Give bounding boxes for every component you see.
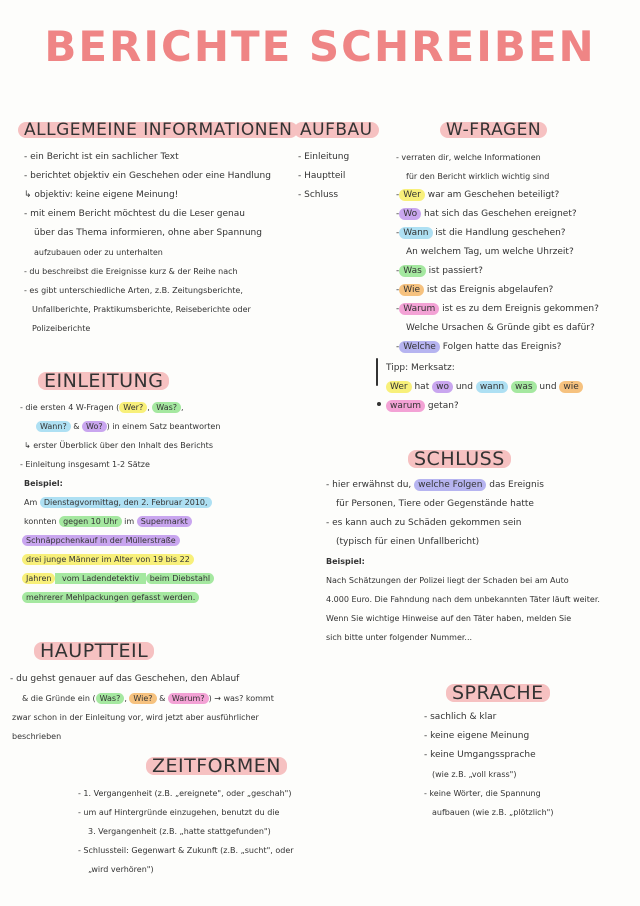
heading-wfragen: W-FRAGEN <box>446 120 541 140</box>
heading-einleitung: EINLEITUNG <box>44 370 163 392</box>
heading-schluss: SCHLUSS <box>414 448 505 470</box>
tipp-bar <box>376 358 378 386</box>
zeitformen-text: - 1. Vergangenheit (z.B. „ereignete", oder „geschah") - um auf Hintergründe einzugehen, benutzt du die 3. Vergangenheit (z.B. „hatte stattgefunden") - Schlussteil: Gegenwart & Zukunft (z.B. „sucht", oder „wird verhören") <box>78 789 294 874</box>
allgemein-text: - ein Bericht ist ein sachlicher Text - berichtet objektiv ein Geschehen oder eine Handlung ↳ objektiv: keine eigene Meinung! - mit einem Bericht möchtest du die Leser genau über das Thema informieren, ohne aber Spannung aufzubauen oder zu unterhalten - du beschreibst die Ereignisse kurz & der Reihe nach - es gibt unterschiedliche Arten, z.B. Zeitungsberichte, Unfallberichte, Praktikumsberichte, Reiseberichte oder Polizeiberichte <box>24 152 271 333</box>
heading-zeitformen: ZEITFORMEN <box>152 755 281 777</box>
hauptteil-text: - du gehst genauer auf das Geschehen, den Ablauf & die Gründe ein ( Was? , Wie? & Warum? ) → was? kommt zwar schon in der Einleitung vor, wird jetzt aber ausführlicher beschrieben <box>10 674 274 741</box>
heading-allgemein: ALLGEMEINE INFORMATIONEN <box>24 120 292 140</box>
tipp-merksatz: Tipp: Merksatz: Wer hat wo und wann was und wie warum getan? <box>386 358 583 415</box>
heading-sprache: SPRACHE <box>452 682 544 704</box>
schluss-text: - hier erwähnst du, welche Folgen das Ereignis für Personen, Tiere oder Gegenstände hatte - es kann auch zu Schäden gekommen sein (typisch für einen Unfallbericht) Beispiel: Nach Schätzungen der Polizei liegt der Schaden bei am Auto 4.000 Euro. Die Fahndung nach dem unbekannten Täter läuft weiter. Wenn Sie wichtige Hinweise auf den Täter haben, melden Sie sich bitte unter folgender Nummer... <box>326 480 600 642</box>
page-title: BERICHTE SCHREIBEN <box>44 22 596 71</box>
sprache-list: - sachlich & klar - keine eigene Meinung - keine Umgangssprache (wie z.B. „voll krass") - keine Wörter, die Spannung aufbauen (wie z.B. „plötzlich") <box>424 712 554 817</box>
tipp-bullet <box>377 402 381 406</box>
einleitung-text: - die ersten 4 W-Fragen ( Wer? , Was? , Wann? & Wo? ) in einem Satz beantworten ↳ erster Überblick über den Inhalt des Berichts - Einleitung insgesamt 1-2 Sätze Beispiel: Am Dienstagvormittag, den 2. Februar 2010, konnten gegen 10 Uhr im Supermarkt Schnäppchenkauf in der Müllerstraße drei junge Männer im Alter von 19 bis 22 Jahren vom Ladendetektiv beim Diebstahl mehrerer Mehlpackungen gefasst werden. <box>20 403 221 602</box>
aufbau-list: - Einleitung - Hauptteil - Schluss <box>298 152 350 200</box>
heading-aufbau: AUFBAU <box>300 120 373 140</box>
heading-hauptteil: HAUPTTEIL <box>40 640 148 662</box>
wfragen-list: - verraten dir, welche Informationen für den Bericht wirklich wichtig sind - Wer war am Geschehen beteiligt? - Wo hat sich das Geschehen ereignet? - Wann ist die Handlung geschehen? An welchem Tag, um welche Uhrzeit? - Was ist passiert? - Wie ist das Ereignis abgelaufen? - Warum ist es zu dem Ereignis gekommen? Welche Ursachen & Gründe gibt es dafür? - Welche Folgen hatte das Ereignis? <box>396 153 599 352</box>
